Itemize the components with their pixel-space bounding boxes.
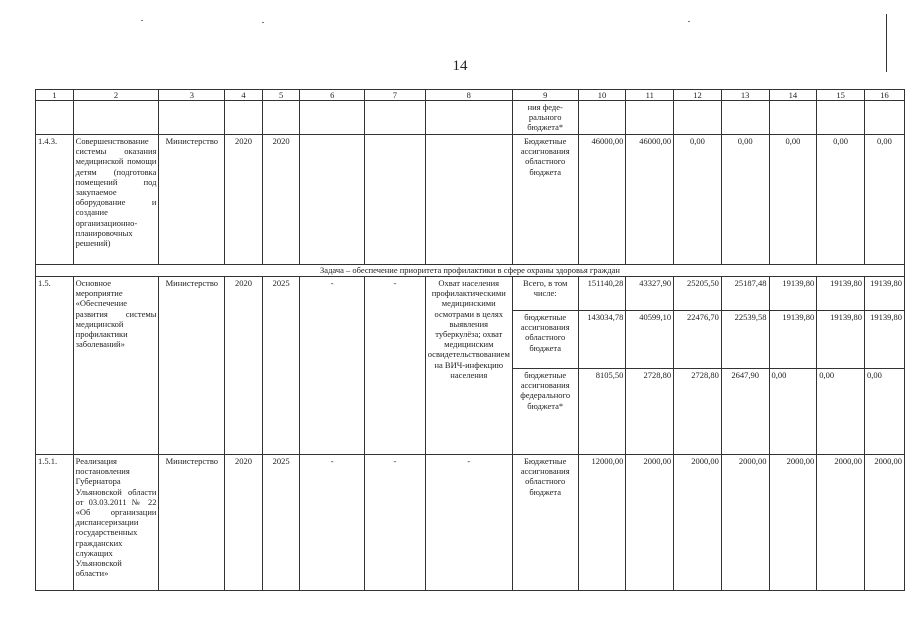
- header-cell: 4: [225, 90, 263, 101]
- executor: Министерство: [159, 277, 225, 455]
- amount-cell: 43327,90: [626, 277, 674, 311]
- col6-cell: -: [300, 277, 365, 455]
- amount-cell: 2728,80: [674, 369, 722, 455]
- col6-cell: [300, 135, 365, 265]
- col6-cell: -: [300, 455, 365, 591]
- page-edge-line: [886, 14, 887, 72]
- start-year: 2020: [225, 135, 263, 265]
- table-row-1-5: [36, 277, 905, 311]
- col8-cell: -: [425, 455, 512, 591]
- funding-source: бюджетные ассигнования областного бюджета: [512, 311, 578, 369]
- header-cell: 10: [578, 90, 626, 101]
- funding-source: бюджетные ассигнования федерального бюджета*: [512, 369, 578, 455]
- header-cell: 12: [674, 90, 722, 101]
- col7-cell: -: [365, 455, 426, 591]
- amount-cell: 46000,00: [626, 135, 674, 265]
- amount-cell: 0,00: [864, 369, 904, 455]
- scan-speck: [262, 22, 264, 23]
- header-cell: 8: [425, 90, 512, 101]
- amount-cell: 8105,50: [578, 369, 626, 455]
- amount-cell: 12000,00: [578, 455, 626, 591]
- amount-cell: 19139,80: [864, 277, 904, 311]
- amount-cell: 0,00: [817, 135, 865, 265]
- amount-cell: 2647,90: [721, 369, 769, 455]
- col7-cell: -: [365, 277, 426, 455]
- header-cell: 15: [817, 90, 865, 101]
- header-cell: 14: [769, 90, 817, 101]
- activity-name: Совершенствование системы оказания медицинской помощи детям (подготовка помещений под закупаемое оборудование и создание организационно-планировочных решений): [73, 135, 159, 265]
- continuation-source: ния феде-ральнoго бюджета*: [512, 101, 578, 135]
- start-year: 2020: [225, 455, 263, 591]
- amount-cell: 0,00: [769, 135, 817, 265]
- continuation-row: [36, 101, 905, 135]
- amount-cell: 151140,28: [578, 277, 626, 311]
- header-row: [36, 90, 905, 101]
- table-row-1-4-3: [36, 135, 905, 265]
- header-cell: 11: [626, 90, 674, 101]
- amount-cell: 2000,00: [864, 455, 904, 591]
- amount-cell: 0,00: [721, 135, 769, 265]
- table-row-1-5-1: [36, 455, 905, 591]
- budget-table: [35, 89, 905, 591]
- amount-cell: 0,00: [769, 369, 817, 455]
- funding-source: Бюджетные ассигнования областного бюджета: [512, 455, 578, 591]
- amount-cell: 22476,70: [674, 311, 722, 369]
- row-number: 1.5.1.: [36, 455, 74, 591]
- executor: Министерство: [159, 455, 225, 591]
- amount-cell: 25187,48: [721, 277, 769, 311]
- end-year: 2025: [262, 277, 300, 455]
- executor: Министерство: [159, 135, 225, 265]
- header-cell: 5: [262, 90, 300, 101]
- funding-source: Бюджетные ассигнования областного бюджета: [512, 135, 578, 265]
- row-number: 1.4.3.: [36, 135, 74, 265]
- scan-speck: [688, 21, 690, 22]
- row-number: 1.5.: [36, 277, 74, 455]
- col7-cell: [365, 135, 426, 265]
- header-cell: 1: [36, 90, 74, 101]
- header-cell: 6: [300, 90, 365, 101]
- activity-name: Реализация постановления Губернатора Ульяновской области от 03.03.2011 № 22 «Об организации диспансеризации государственных гражданских служащих Ульяновской области»: [73, 455, 159, 591]
- header-cell: 16: [864, 90, 904, 101]
- amount-cell: 2000,00: [769, 455, 817, 591]
- target-indicator: Охват населения профилактическими медицинскими осмотрами в целях выявления туберкулёза; охват медицинским освидетельствованием на ВИЧ-инфекцию населения: [425, 277, 512, 455]
- amount-cell: 19139,80: [769, 277, 817, 311]
- amount-cell: 19139,80: [769, 311, 817, 369]
- amount-cell: 22539,58: [721, 311, 769, 369]
- amount-cell: 0,00: [674, 135, 722, 265]
- amount-cell: 0,00: [817, 369, 865, 455]
- header-cell: 7: [365, 90, 426, 101]
- col8-cell: [425, 135, 512, 265]
- header-cell: 2: [73, 90, 159, 101]
- end-year: 2020: [262, 135, 300, 265]
- amount-cell: 143034,78: [578, 311, 626, 369]
- amount-cell: 0,00: [864, 135, 904, 265]
- page-number: 14: [452, 58, 468, 74]
- task-row: [36, 265, 905, 277]
- funding-source: Всего, в том числе:: [512, 277, 578, 311]
- scan-speck: [141, 20, 143, 21]
- amount-cell: 19139,80: [817, 311, 865, 369]
- amount-cell: 25205,50: [674, 277, 722, 311]
- start-year: 2020: [225, 277, 263, 455]
- amount-cell: 19139,80: [864, 311, 904, 369]
- activity-name: Основное мероприятие «Обеспечение развития системы медицинской профилактики заболеваний»: [73, 277, 159, 455]
- amount-cell: 46000,00: [578, 135, 626, 265]
- task-text: Задача – обеспечение приоритета профилактики в сфере охраны здоровья граждан: [36, 265, 905, 277]
- amount-cell: 2000,00: [674, 455, 722, 591]
- amount-cell: 40599,10: [626, 311, 674, 369]
- amount-cell: 19139,80: [817, 277, 865, 311]
- header-cell: 13: [721, 90, 769, 101]
- amount-cell: 2000,00: [817, 455, 865, 591]
- amount-cell: 2728,80: [626, 369, 674, 455]
- amount-cell: 2000,00: [721, 455, 769, 591]
- amount-cell: 2000,00: [626, 455, 674, 591]
- header-cell: 9: [512, 90, 578, 101]
- header-cell: 3: [159, 90, 225, 101]
- end-year: 2025: [262, 455, 300, 591]
